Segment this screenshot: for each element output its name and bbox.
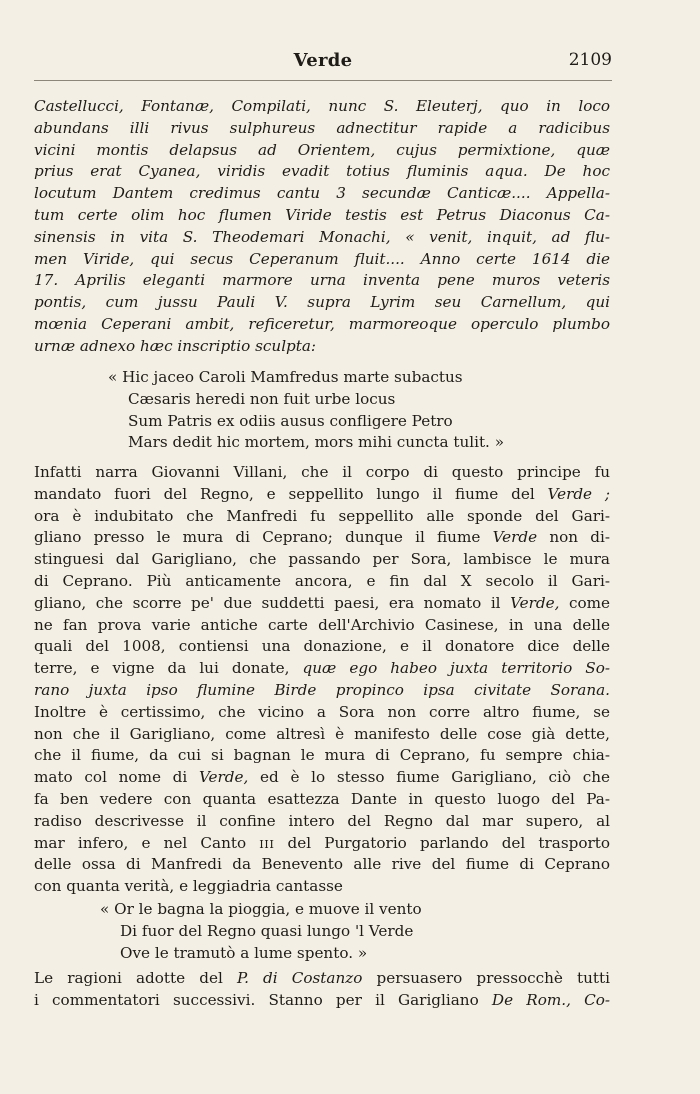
text-line: men Viride, qui secus Ceperanum fluit.... Anno certe 1614 die [34,249,610,268]
verse-line: Mars dedit hic mortem, mors mihi cuncta tulit. » [128,433,504,452]
verse-line: Di fuor del Regno quasi lungo 'l Verde [120,921,414,940]
text-line: 17. Aprilis eleganti marmore urna inventa pene muros veteris [34,271,610,290]
running-title: Verde [293,50,353,71]
text-line: rano juxta ipso flumine Birde propinco ipsa civitate Sorana. [34,680,610,699]
text-line: gliano presso le mura di Ceprano; dunque il fiume Verde non di- [34,528,610,547]
italian-paragraph [34,462,610,898]
header-rule [34,80,612,81]
running-header [34,50,612,76]
text-line: tum certe olim hoc flumen Viride testis est Petrus Diaconus Ca- [34,205,610,224]
verse-line: Sum Patris ex odiis ausus confligere Petro [128,411,453,430]
text-line: locutum Dantem credimus cantu 3 secundæ Canticæ.... Appella- [34,184,610,203]
verse-line: Ove le tramutò a lume spento. » [120,943,368,962]
text-line: Le ragioni adotte del P. di Costanzo persuasero pressocchè tutti [34,969,610,987]
text-line: urnæ adnexo hæc inscriptio sculpta: [34,336,317,355]
text-line: mandato fuori del Regno, e seppellito lungo il fiume del Verde ; [34,484,610,503]
text-line: terre, e vigne da lui donate, quæ ego habeo juxta territorio So- [34,659,610,678]
page-number: 2109 [568,50,612,70]
text-line: di Ceprano. Più anticamente ancora, e fin dal X secolo il Gari- [34,571,610,590]
text-line: radiso descrivesse il confine intero del Regno dal mar supero, al [34,811,610,830]
text-line: mato col nome di Verde, ed è lo stesso fiume Garigliano, ciò che [34,768,610,787]
text-line: i commentatori successivi. Stanno per il Garigliano De Rom., Co- [34,990,610,1009]
text-line: quali del 1008, contiensi una donazione, e il donatore dice delle [34,637,610,656]
text-line: mœnia Ceperani ambit, reficeretur, marmoreoque operculo plumbo [34,314,610,333]
text-line: gliano, che scorre pe' due suddetti paesi, era nomato il Verde, come [34,593,610,612]
text-line: delle ossa di Manfredi da Benevento alle rive del fiume di Ceprano [34,855,610,874]
text-line: non che il Garigliano, come altresì è manifesto delle cose già dette, [34,724,610,743]
text-line: ora è indubitato che Manfredi fu seppellito alle sponde del Gari- [34,506,610,525]
text-line: stinguesi dal Garigliano, che passando per Sora, lambisce le mura [34,550,610,569]
text-line: che il fiume, da cui si bagnan le mura di Ceprano, fu sempre chia- [34,746,610,765]
text-line: ne fan prova varie antiche carte dell'Archivio Casinese, in una delle [34,615,610,634]
text-line: pontis, cum jussu Pauli V. supra Lyrim seu Carnellum, qui [34,293,610,312]
text-line: con quanta verità, e leggiadria cantasse [34,877,343,896]
dante-verse [100,899,580,964]
latin-paragraph [34,96,610,358]
verse-line: Cæsaris heredi non fuit urbe locus [128,389,396,408]
text-line: Castellucci, Fontanæ, Compilati, nunc S. Eleuterj, quo in loco [34,97,610,115]
closing-paragraph [34,968,610,1012]
text-line: mar infero, e nel Canto III del Purgatorio parlando del trasporto [34,833,610,852]
epitaph-verse [108,367,578,454]
text-line: vicini montis delapsus ad Orientem, cujus permixtione, quæ [34,140,610,159]
verse-line: « Or le bagna la pioggia, e muove il vento [100,900,422,918]
text-line: abundans illi rivus sulphureus adnectitur rapide a radicibus [34,118,610,137]
verse-line: « Hic jaceo Caroli Mamfredus marte subactus [108,368,463,386]
text-line: Inoltre è certissimo, che vicino a Sora non corre altro fiume, se [34,702,610,721]
text-line: Infatti narra Giovanni Villani, che il corpo di questo principe fu [34,463,610,481]
text-line: fa ben vedere con quanta esattezza Dante in questo luogo del Pa- [34,789,610,808]
text-line: sinensis in vita S. Theodemari Monachi, « venit, inquit, ad flu- [34,227,610,246]
text-line: prius erat Cyanea, viridis evadit totius fluminis aqua. De hoc [34,162,610,181]
